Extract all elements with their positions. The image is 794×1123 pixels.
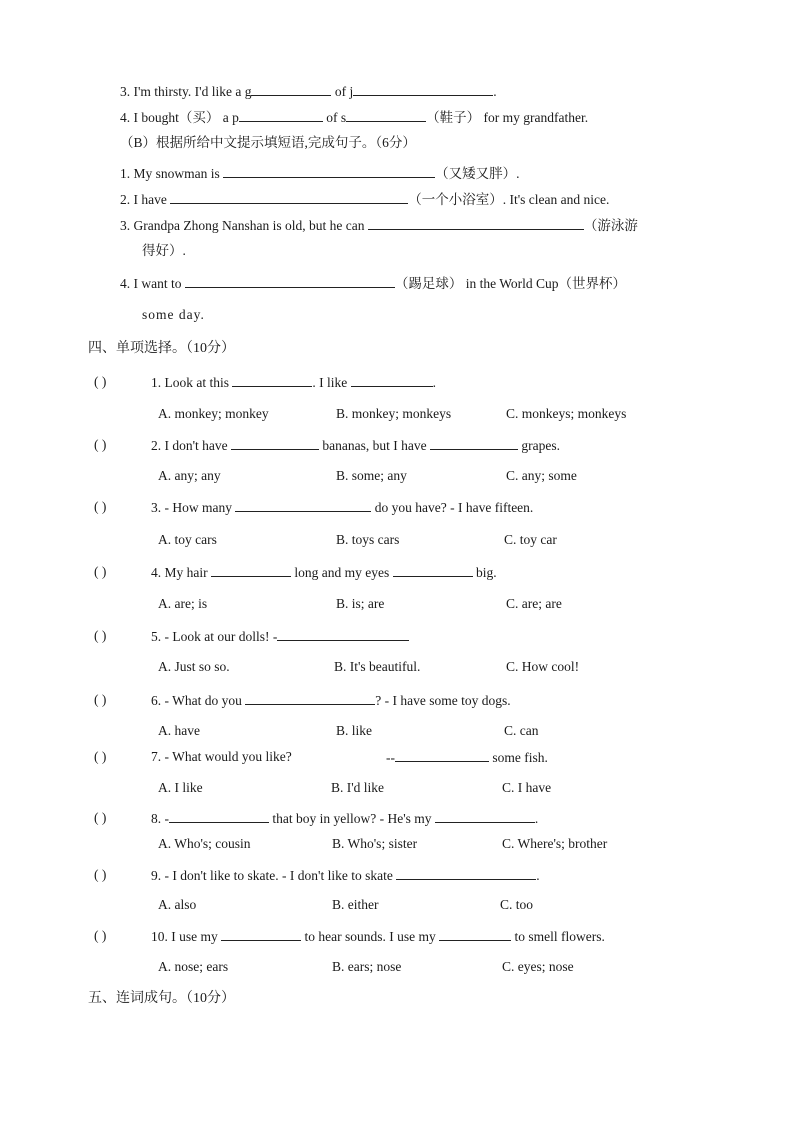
- text: （鞋子） for my grandfather.: [426, 110, 589, 125]
- text: that boy in yellow? - He's my: [269, 811, 435, 826]
- answer-paren[interactable]: ( ): [94, 928, 107, 943]
- answer-paren[interactable]: ( ): [94, 867, 107, 882]
- option-b[interactable]: B. Who's; sister: [332, 836, 418, 851]
- text: （一个小浴室）. It's clean and nice.: [408, 192, 610, 207]
- blank-input[interactable]: [439, 927, 511, 941]
- text: 3. I'm thirsty. I'd like a g: [120, 84, 252, 99]
- text: （踢足球） in the World Cup（世界杯）: [394, 276, 627, 291]
- answer-paren[interactable]: ( ): [94, 374, 107, 389]
- blank-input[interactable]: [223, 164, 435, 178]
- blank-input[interactable]: [235, 498, 371, 512]
- text: （游泳游: [583, 218, 638, 233]
- option-b[interactable]: B. monkey; monkeys: [336, 406, 452, 421]
- question-4: [151, 563, 497, 582]
- blank-input[interactable]: [430, 436, 518, 450]
- option-c[interactable]: C. Where's; brother: [502, 836, 608, 851]
- option-a[interactable]: A. toy cars: [158, 532, 217, 547]
- q4-line: [120, 108, 588, 127]
- question-2: [151, 436, 560, 455]
- text: to smell flowers.: [511, 929, 605, 944]
- b3-line: [120, 216, 638, 235]
- question-1: [151, 373, 436, 392]
- option-a[interactable]: A. are; is: [158, 596, 208, 611]
- question-8: [151, 809, 538, 828]
- blank-input[interactable]: [353, 82, 493, 96]
- text: 9. - I don't like to skate. - I don't like to skate: [151, 868, 397, 883]
- blank-input[interactable]: [232, 373, 312, 387]
- option-c[interactable]: C. monkeys; monkeys: [506, 406, 627, 421]
- text: 4. I want to: [120, 276, 185, 291]
- text: 3. - How many: [151, 500, 236, 515]
- text: some fish.: [489, 750, 548, 765]
- text: .: [432, 375, 436, 390]
- option-b[interactable]: B. It's beautiful.: [334, 659, 421, 674]
- blank-input[interactable]: [393, 563, 473, 577]
- blank-input[interactable]: [395, 748, 489, 762]
- answer-paren[interactable]: ( ): [94, 628, 107, 643]
- text: 10. I use my: [151, 929, 222, 944]
- option-c[interactable]: C. any; some: [506, 468, 577, 483]
- text: 8. -: [151, 811, 169, 826]
- part-b-title: （B）根据所给中文提示填短语,完成句子。（6分）: [120, 135, 416, 150]
- section5-title: 五、连词成句。（10分）: [88, 991, 235, 1006]
- answer-paren[interactable]: ( ): [94, 499, 107, 514]
- blank-input[interactable]: [239, 108, 323, 122]
- option-a[interactable]: A. Just so so.: [158, 659, 230, 674]
- q3-line: [120, 82, 497, 101]
- text: .: [534, 811, 539, 826]
- text: big.: [472, 565, 497, 580]
- text: do you have? - I have fifteen.: [371, 500, 534, 515]
- text: .: [493, 84, 497, 99]
- option-c[interactable]: C. toy car: [504, 532, 557, 547]
- answer-paren[interactable]: ( ): [94, 810, 107, 825]
- option-a[interactable]: A. also: [158, 897, 197, 912]
- text: . I like: [312, 375, 351, 390]
- option-c[interactable]: C. eyes; nose: [502, 959, 574, 974]
- blank-input[interactable]: [435, 809, 535, 823]
- text: 1. Look at this: [151, 375, 233, 390]
- b1-line: [120, 164, 520, 183]
- blank-input[interactable]: [169, 809, 269, 823]
- question-3: [151, 498, 533, 517]
- text: 5. - Look at our dolls! -: [151, 629, 278, 644]
- question-7-answer: [386, 748, 548, 767]
- blank-input[interactable]: [251, 82, 331, 96]
- text: of s: [322, 110, 347, 125]
- text: grapes.: [518, 438, 560, 453]
- answer-paren[interactable]: ( ): [94, 692, 107, 707]
- blank-input[interactable]: [396, 866, 536, 880]
- option-b[interactable]: B. either: [332, 897, 379, 912]
- question-10: [151, 927, 605, 946]
- text: to hear sounds. I use my: [301, 929, 440, 944]
- blank-input[interactable]: [368, 216, 584, 230]
- text: （又矮又胖）.: [435, 166, 520, 181]
- text: 2. I have: [120, 192, 171, 207]
- option-b[interactable]: B. toys cars: [336, 532, 400, 547]
- option-c[interactable]: C. are; are: [506, 596, 562, 611]
- option-b[interactable]: B. ears; nose: [332, 959, 402, 974]
- option-b[interactable]: B. some; any: [336, 468, 407, 483]
- text: 1. My snowman is: [120, 166, 224, 181]
- blank-input[interactable]: [211, 563, 291, 577]
- answer-paren[interactable]: ( ): [94, 437, 107, 452]
- option-a[interactable]: A. I like: [158, 780, 203, 795]
- text: 3. Grandpa Zhong Nanshan is old, but he can: [120, 218, 368, 233]
- text: 4. My hair: [151, 565, 211, 580]
- option-a[interactable]: A. monkey; monkey: [158, 406, 269, 421]
- option-a[interactable]: A. nose; ears: [158, 959, 229, 974]
- text: long and my eyes: [291, 565, 393, 580]
- option-b[interactable]: B. like: [336, 723, 372, 738]
- blank-input[interactable]: [231, 436, 319, 450]
- blank-input[interactable]: [245, 691, 375, 705]
- option-b[interactable]: B. is; are: [336, 596, 385, 611]
- blank-input[interactable]: [277, 627, 409, 641]
- answer-paren[interactable]: ( ): [94, 564, 107, 579]
- option-a[interactable]: A. Who's; cousin: [158, 836, 251, 851]
- option-c[interactable]: C. can: [504, 723, 539, 738]
- text: 6. - What do you: [151, 693, 246, 708]
- b4-line: [120, 274, 626, 293]
- text: .: [536, 868, 540, 883]
- question-7: [151, 748, 292, 766]
- text: 4. I bought（买） a p: [120, 110, 239, 125]
- b4-line-cont: some day.: [142, 307, 205, 322]
- b3-line-cont: 得好）.: [142, 243, 186, 258]
- question-6: [151, 691, 511, 710]
- text: bananas, but I have: [319, 438, 431, 453]
- option-c[interactable]: C. I have: [502, 780, 552, 795]
- text: of j: [331, 84, 354, 99]
- text: 2. I don't have: [151, 438, 232, 453]
- blank-input[interactable]: [170, 190, 408, 204]
- blank-input[interactable]: [346, 108, 426, 122]
- blank-input[interactable]: [221, 927, 301, 941]
- blank-input[interactable]: [351, 373, 433, 387]
- option-a[interactable]: A. have: [158, 723, 200, 738]
- text: ? - I have some toy dogs.: [375, 693, 511, 708]
- option-c[interactable]: C. too: [500, 897, 534, 912]
- option-a[interactable]: A. any; any: [158, 468, 221, 483]
- option-b[interactable]: B. I'd like: [331, 780, 385, 795]
- text: 7. - What would you like?: [151, 749, 292, 764]
- answer-paren[interactable]: ( ): [94, 749, 107, 764]
- blank-input[interactable]: [185, 274, 395, 288]
- text: --: [386, 750, 395, 765]
- section4-title: 四、单项选择。（10分）: [88, 341, 235, 356]
- question-9: [151, 866, 540, 885]
- option-c[interactable]: C. How cool!: [506, 659, 580, 674]
- b2-line: [120, 190, 609, 209]
- question-5: [151, 627, 409, 646]
